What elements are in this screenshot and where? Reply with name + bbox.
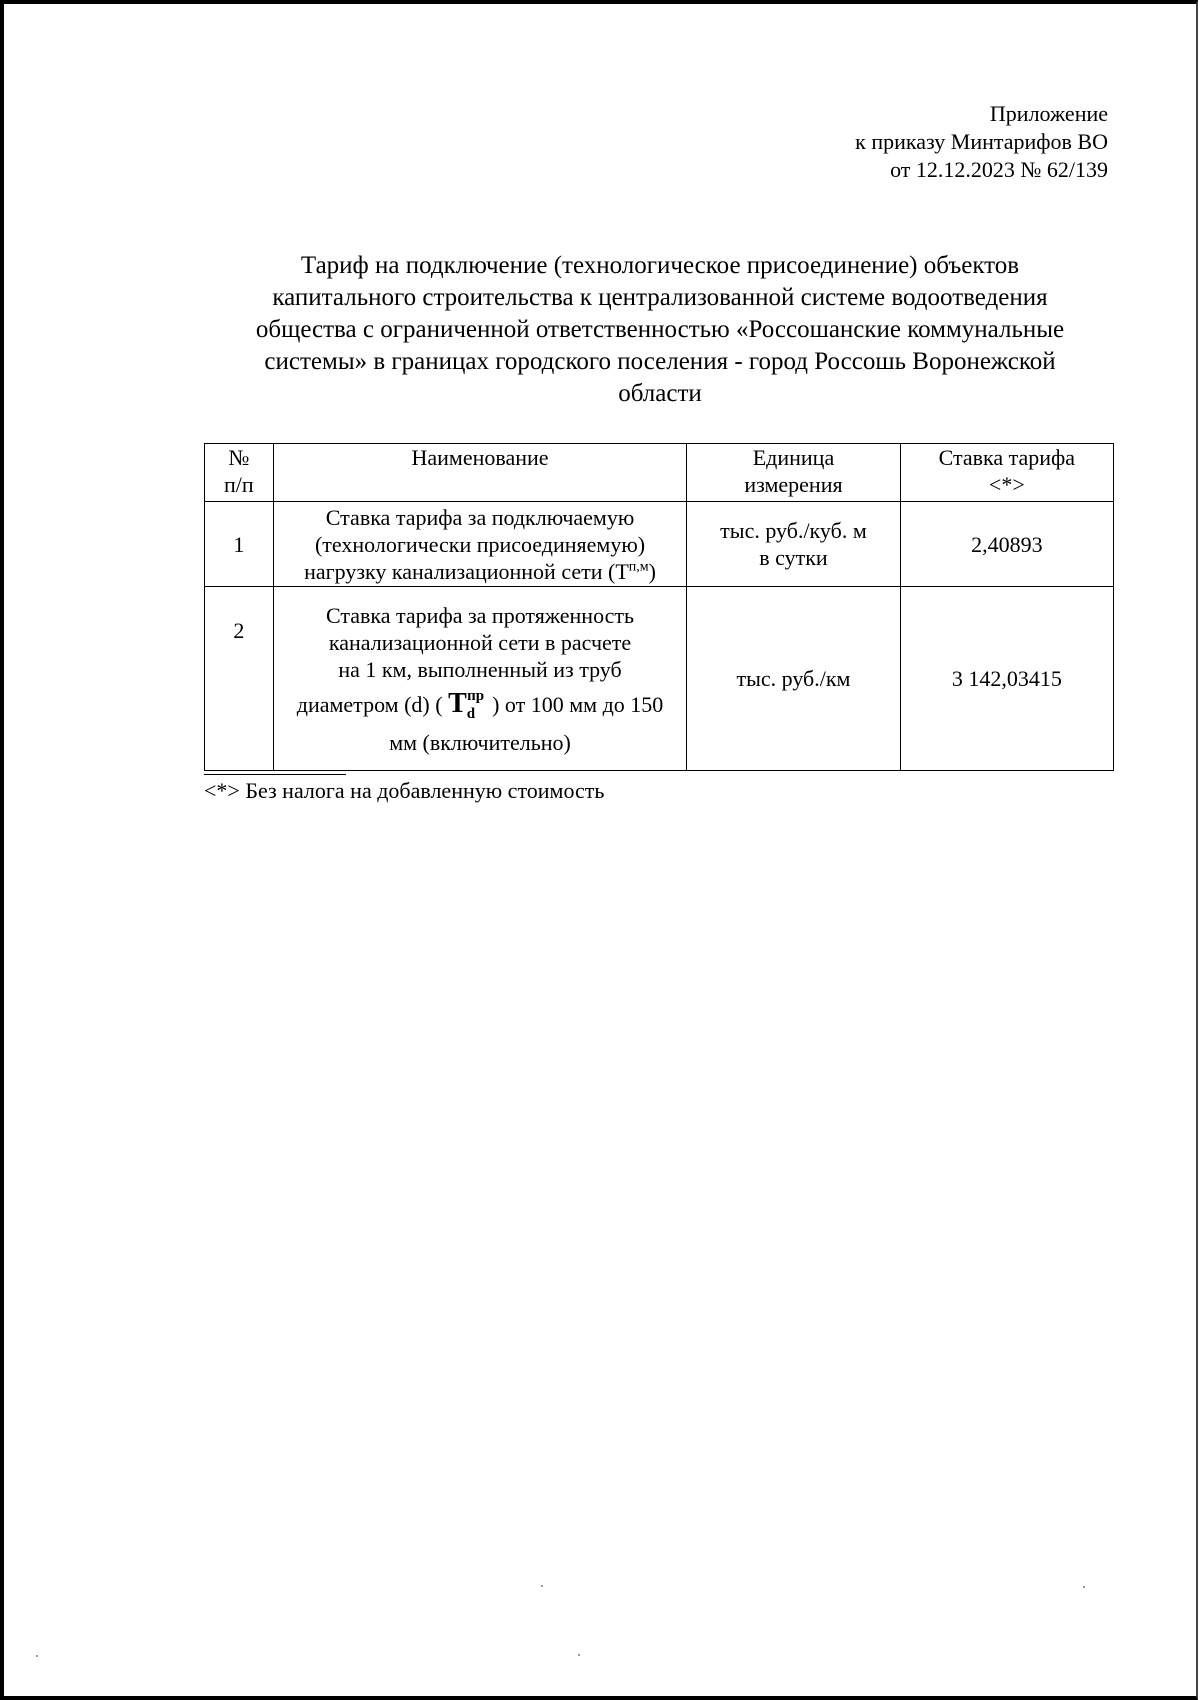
appendix-line-2: к приказу Минтарифов ВО (855, 129, 1108, 154)
title-line-2: капитального строительства к централизованной системе водоотведения (272, 284, 1048, 311)
row-2-rate: 3 142,03415 (900, 587, 1113, 771)
scan-speck (1083, 1586, 1085, 1588)
header-rate-line-1: Ставка тарифа (938, 445, 1076, 470)
title-line-4: системы» в границах городского поселения - город Россошь Воронежской (264, 348, 1056, 375)
header-unit (687, 444, 900, 502)
row-1-unit (687, 502, 900, 587)
row-1-unit-line-1: тыс. руб./куб. м (720, 518, 867, 543)
row-1-name-line-3 (278, 558, 683, 585)
row-1-name (273, 502, 687, 587)
row-2-name (273, 587, 687, 771)
footnote: <*> Без налога на добавленную стоимость (204, 778, 605, 803)
row-2-number: 2 (205, 587, 274, 771)
row-2-name-line-4-suffix: ) от 100 мм до 150 (492, 691, 664, 717)
header-name-text: Наименование (411, 445, 549, 470)
row-1-rate: 2,40893 (900, 502, 1113, 587)
row-2-unit: тыс. руб./км (687, 587, 900, 771)
row-2-name-line-5: мм (включительно) (389, 729, 571, 755)
header-number (205, 444, 274, 502)
row-2-name-line-4-prefix: диаметром (d) ( (296, 691, 443, 717)
appendix-block (855, 100, 1108, 184)
row-1-name-line-3-text: нагрузку канализационной сети (Т (304, 558, 629, 584)
header-unit-line-2: измерения (744, 472, 843, 497)
row-1-name-superscript: п,м (628, 559, 649, 575)
header-name (273, 444, 687, 502)
title-line-1: Тариф на подключение (технологическое присоединение) объектов (300, 252, 1020, 279)
formula-superscript: пр (467, 687, 485, 704)
appendix-line-1: Приложение (989, 101, 1108, 126)
scan-speck (541, 1585, 543, 1587)
tariff-table (204, 443, 1114, 771)
header-rate (900, 444, 1113, 502)
table-row (205, 587, 1114, 771)
row-1-name-line-2: (технологически присоединяемую) (314, 531, 646, 557)
title-line-3: общества с ограниченной ответственностью «Россошанские коммунальные (255, 316, 1065, 343)
row-2-name-line-3: на 1 км, выполненный из труб (338, 656, 622, 682)
document-title (200, 250, 1120, 410)
header-number-line-1: № (228, 445, 250, 470)
row-2-name-line-2: канализационной сети в расчете (328, 629, 632, 655)
footnote-rule (204, 774, 346, 775)
appendix-line-3: от 12.12.2023 № 62/139 (890, 157, 1108, 182)
table-header-row (205, 444, 1114, 502)
row-1-name-line-1: Ставка тарифа за подключаемую (325, 504, 635, 530)
row-2-name-line-1: Ставка тарифа за протяженность (326, 602, 635, 628)
table-row (205, 502, 1114, 587)
title-line-5: области (618, 380, 702, 407)
row-1-name-close: ) (648, 558, 656, 584)
formula-subscript: d (466, 705, 476, 722)
header-unit-line-1: Единица (752, 445, 835, 470)
header-rate-line-2: <*> (988, 472, 1025, 497)
scan-speck (578, 1654, 580, 1656)
header-number-line-2: п/п (224, 472, 254, 497)
scan-speck (36, 1655, 38, 1657)
row-1-unit-line-2: в сутки (759, 545, 828, 570)
formula-main-letter: T (448, 687, 467, 719)
tariff-formula (448, 687, 492, 722)
row-2-name-line-4 (278, 683, 683, 729)
row-1-number: 1 (205, 502, 274, 587)
